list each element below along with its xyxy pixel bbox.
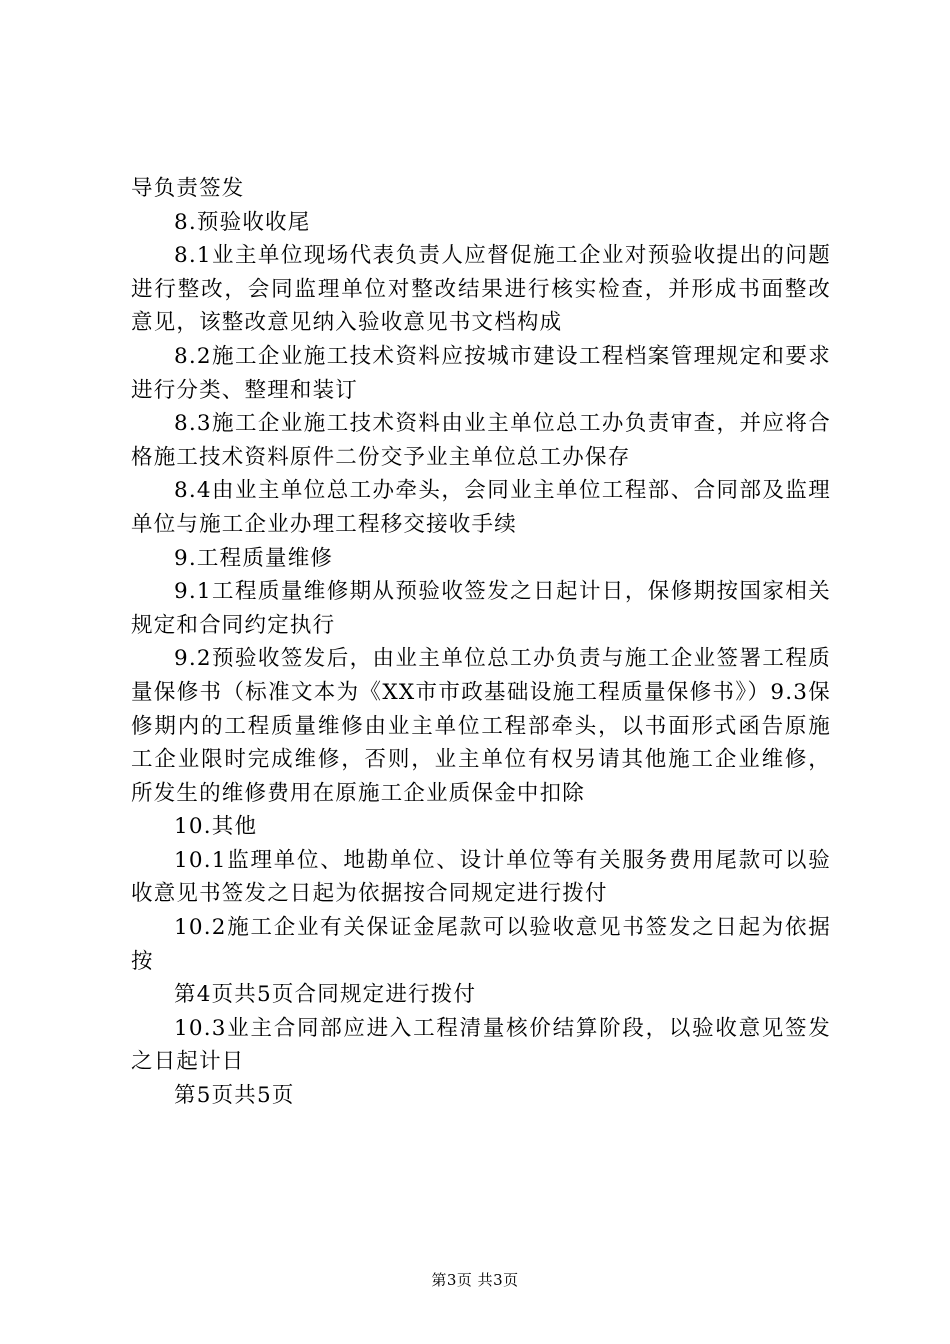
paragraph-9-2: 9.2预验收签发后，由业主单位总工办负责与施工企业签署工程质量保修书（标准文本为《XX市市政基础设施工程质量保修书》）9.3保修期内的工程质量维修由业主单位工程部牵头，以书面形式函告原施工企业限时完成维修，否则，业主单位有权另请其他施工企业维修，所发生的维修费用在原施工企业质保金中扣除 — [131, 646, 831, 806]
heading-section-10: 10.其他 — [174, 814, 258, 840]
paragraph-8-1: 8.1业主单位现场代表负责人应督促施工企业对预验收提出的问题进行整改，会同监理单位对整改结果进行核实检查，并形成书面整改意见，该整改意见纳入验收意见书文档构成 — [131, 243, 831, 336]
paragraph-page-marker-5: 第5页共5页 — [174, 1083, 295, 1109]
paragraph-10-2: 10.2施工企业有关保证金尾款可以验收意见书签发之日起为依据按 — [131, 915, 831, 974]
page-footer — [0, 1270, 950, 1290]
paragraph-continuation: 导负责签发 — [131, 176, 245, 201]
heading-section-8: 8.预验收收尾 — [174, 209, 311, 235]
page-number-label: 第3页 共3页 — [431, 1271, 519, 1289]
paragraph-8-3: 8.3施工企业施工技术资料由业主单位总工办负责审查，并应将合格施工技术资料原件二份交予业主单位总工办保存 — [131, 411, 831, 470]
paragraph-8-2: 8.2施工企业施工技术资料应按城市建设工程档案管理规定和要求进行分类、整理和装订 — [131, 343, 831, 403]
paragraph-10-3: 10.3业主合同部应进入工程清量核价结算阶段，以验收意见签发之日起计日 — [131, 1015, 831, 1075]
paragraph-10-1: 10.1监理单位、地勘单位、设计单位等有关服务费用尾款可以验收意见书签发之日起为依据按合同规定进行拨付 — [131, 847, 831, 907]
paragraph-page-marker-4: 第4页共5页合同规定进行拨付 — [174, 982, 477, 1008]
document-body — [131, 172, 831, 1113]
paragraph-9-1: 9.1工程质量维修期从预验收签发之日起计日，保修期按国家相关规定和合同约定执行 — [131, 579, 831, 638]
paragraph-8-4: 8.4由业主单位总工办牵头，会同业主单位工程部、合同部及监理单位与施工企业办理工程移交接收手续 — [131, 478, 831, 537]
heading-section-9: 9.工程质量维修 — [174, 545, 334, 571]
